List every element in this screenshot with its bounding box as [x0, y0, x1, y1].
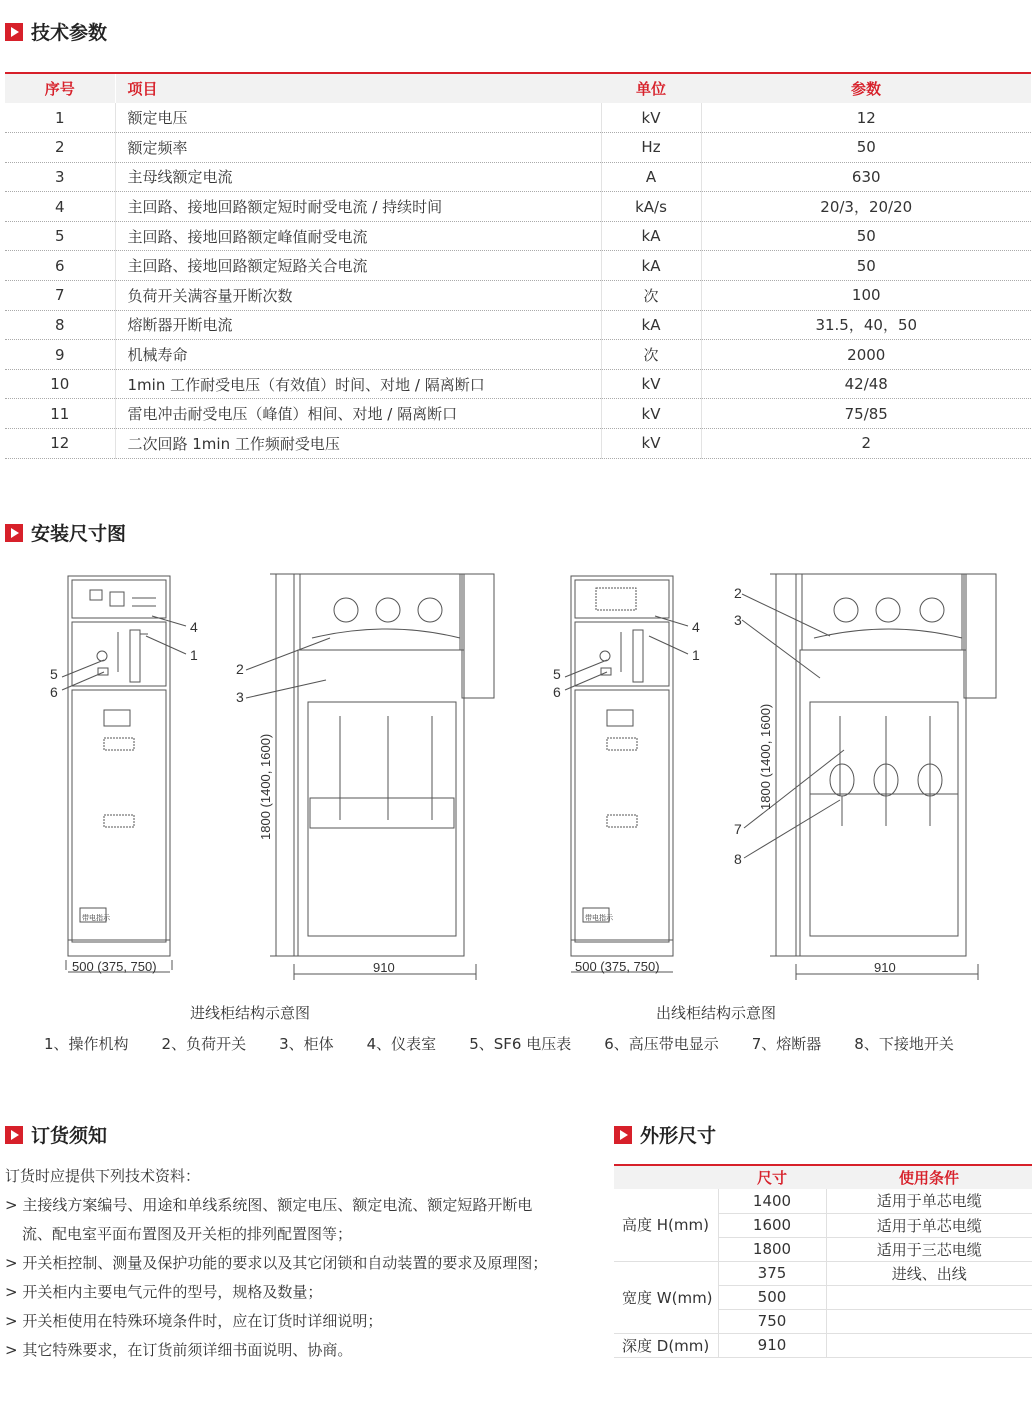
- cell-item: 负荷开关满容量开断次数: [115, 281, 601, 311]
- callout-4-left: 4: [190, 619, 198, 635]
- caption-incoming: 进线柜结构示意图: [190, 1004, 311, 1022]
- side-view-incoming: [270, 574, 494, 980]
- cell-unit: Hz: [601, 133, 701, 163]
- cell-unit: kV: [601, 103, 701, 133]
- cell-value: 100: [701, 281, 1031, 311]
- panel-tag-right: 带电指示: [585, 915, 613, 922]
- cell-value: 12: [701, 103, 1031, 133]
- panel-tag-left: 带电指示: [82, 915, 110, 922]
- cell-item: 主回路、接地回路额定峰值耐受电流: [115, 221, 601, 251]
- order-item: > 开关柜控制、测量及保护功能的要求以及其它闭锁和自动装置的要求及原理图；: [5, 1254, 548, 1272]
- cell-unit: kV: [601, 369, 701, 399]
- cell-condition: 适用于三芯电缆: [826, 1237, 1032, 1261]
- arrow-marker-icon: [614, 1126, 632, 1144]
- callout-2-right: 2: [734, 585, 742, 601]
- header-condition: 使用条件: [898, 1169, 959, 1187]
- cell-item: 额定电压: [115, 103, 601, 133]
- dim-height-right: 1800 (1400, 1600): [758, 703, 773, 810]
- header-blank: [614, 1165, 718, 1189]
- caption-outgoing: 出线柜结构示意图: [656, 1004, 777, 1022]
- cell-size: 375: [718, 1261, 826, 1285]
- legend-item: 6、高压带电显示: [604, 1035, 719, 1053]
- cell-condition: 进线、出线: [826, 1261, 1032, 1285]
- dimension-label: 高度 H(mm): [614, 1189, 718, 1261]
- section-title-tech: [5, 18, 107, 45]
- cell-index: 7: [5, 281, 115, 311]
- cell-index: 2: [5, 133, 115, 163]
- callout-3-right: 3: [734, 612, 742, 628]
- legend-item: 8、下接地开关: [854, 1035, 954, 1053]
- cell-index: 4: [5, 192, 115, 222]
- table-row: [5, 103, 1031, 133]
- cell-condition: [826, 1333, 1032, 1357]
- cell-unit: kV: [601, 429, 701, 459]
- front-view-outgoing: [571, 576, 673, 972]
- dim-width-right: 500 (375, 750): [575, 959, 660, 974]
- tech-parameters-table: [5, 72, 1031, 459]
- arrow-marker-icon: [5, 23, 23, 41]
- cell-index: 5: [5, 221, 115, 251]
- cell-item: 主母线额定电流: [115, 162, 601, 192]
- table-row: [5, 310, 1031, 340]
- cell-item: 主回路、接地回路额定短时耐受电流 / 持续时间: [115, 192, 601, 222]
- cell-index: 12: [5, 429, 115, 459]
- dims-table-body: [614, 1189, 1032, 1357]
- cell-size: 500: [718, 1285, 826, 1309]
- table-row: [5, 192, 1031, 222]
- section-title-text: 技术参数: [31, 22, 108, 44]
- callout-1-left: 1: [190, 647, 198, 663]
- component-legend: [44, 1033, 987, 1054]
- cell-item: 1min 工作耐受电压（有效值）时间、对地 / 隔离断口: [115, 369, 601, 399]
- table-row: [614, 1333, 1032, 1357]
- callout-2-left: 2: [236, 661, 244, 677]
- cell-item: 机械寿命: [115, 340, 601, 370]
- table-row: [5, 133, 1031, 163]
- legend-item: 3、柜体: [279, 1035, 334, 1053]
- cell-unit: kA: [601, 251, 701, 281]
- order-notes: [5, 1162, 605, 1365]
- cell-unit: kV: [601, 399, 701, 429]
- cell-value: 630: [701, 162, 1031, 192]
- header-size: 尺寸: [756, 1169, 787, 1187]
- cell-unit: 次: [601, 281, 701, 311]
- legend-item: 1、操作机构: [44, 1035, 129, 1053]
- table-row: [5, 221, 1031, 251]
- legend-item: 7、熔断器: [751, 1035, 822, 1053]
- installation-drawings: [0, 560, 1036, 980]
- section-title-order: [5, 1121, 107, 1148]
- cell-value: 50: [701, 251, 1031, 281]
- callout-7-right: 7: [734, 821, 742, 837]
- callout-leaders: [62, 594, 844, 858]
- order-item-continued: 流、配电室平面布置图及开关柜的排列配置图等；: [22, 1225, 353, 1243]
- order-item: > 其它特殊要求，在订货前须详细书面说明、协商。: [5, 1341, 353, 1359]
- front-view-incoming: [66, 576, 172, 970]
- cell-item: 雷电冲击耐受电压（峰值）相间、对地 / 隔离断口: [115, 399, 601, 429]
- cell-condition: 适用于单芯电缆: [826, 1213, 1032, 1237]
- callout-4-right: 4: [692, 619, 700, 635]
- cell-index: 10: [5, 369, 115, 399]
- cell-value: 31.5，40，50: [701, 310, 1031, 340]
- cell-value: 2000: [701, 340, 1031, 370]
- cell-condition: [826, 1309, 1032, 1333]
- order-item: > 主接线方案编号、用途和单线系统图、额定电压、额定电流、额定短路开断电: [5, 1196, 533, 1214]
- dim-width-left: 500 (375, 750): [72, 959, 157, 974]
- cell-item: 二次回路 1min 工作频耐受电压: [115, 429, 601, 459]
- cell-condition: 适用于单芯电缆: [826, 1189, 1032, 1213]
- cell-index: 9: [5, 340, 115, 370]
- dimension-labels: [72, 704, 896, 975]
- table-row: [5, 399, 1031, 429]
- tech-table-body: [5, 103, 1031, 458]
- dim-height-left: 1800 (1400, 1600): [258, 733, 273, 840]
- cell-value: 50: [701, 221, 1031, 251]
- cell-size: 910: [718, 1333, 826, 1357]
- cell-index: 8: [5, 310, 115, 340]
- table-header-row: [614, 1165, 1032, 1189]
- table-row: [5, 340, 1031, 370]
- table-row: [5, 281, 1031, 311]
- cell-item: 主回路、接地回路额定短路关合电流: [115, 251, 601, 281]
- header-value: 参数: [850, 80, 881, 98]
- section-title-text: 订货须知: [31, 1125, 108, 1147]
- cell-index: 3: [5, 162, 115, 192]
- table-row: [614, 1261, 1032, 1285]
- section-title-install: [5, 519, 126, 546]
- cell-size: 1800: [718, 1237, 826, 1261]
- callout-5-right: 5: [553, 666, 561, 682]
- table-row: [614, 1189, 1032, 1213]
- callout-1-right: 1: [692, 647, 700, 663]
- cell-size: 1600: [718, 1213, 826, 1237]
- header-item: 项目: [127, 80, 158, 98]
- arrow-marker-icon: [5, 524, 23, 542]
- cell-value: 42/48: [701, 369, 1031, 399]
- outline-dimensions-table: [614, 1164, 1032, 1358]
- table-row: [5, 429, 1031, 459]
- cell-index: 6: [5, 251, 115, 281]
- table-row: [5, 162, 1031, 192]
- callout-6-right: 6: [553, 684, 561, 700]
- dimension-label: 宽度 W(mm): [614, 1261, 718, 1333]
- cell-unit: kA: [601, 221, 701, 251]
- cell-unit: kA: [601, 310, 701, 340]
- cell-size: 1400: [718, 1189, 826, 1213]
- cell-value: 20/3，20/20: [701, 192, 1031, 222]
- cell-value: 2: [701, 429, 1031, 459]
- section-title-text: 外形尺寸: [640, 1125, 717, 1147]
- legend-item: 2、负荷开关: [161, 1035, 247, 1053]
- callout-numbers: [50, 585, 742, 867]
- table-header-row: [5, 73, 1031, 103]
- order-item: > 开关柜内主要电气元件的型号，规格及数量；: [5, 1283, 323, 1301]
- legend-item: 4、仪表室: [366, 1035, 437, 1053]
- callout-6-left: 6: [50, 684, 58, 700]
- cell-unit: A: [601, 162, 701, 192]
- dim-depth-left: 910: [373, 960, 395, 975]
- legend-item: 5、SF6 电压表: [469, 1035, 572, 1053]
- dim-depth-right: 910: [874, 960, 896, 975]
- cell-unit: 次: [601, 340, 701, 370]
- cell-item: 熔断器开断电流: [115, 310, 601, 340]
- section-title-text: 安装尺寸图: [31, 523, 127, 545]
- cell-unit: kA/s: [601, 192, 701, 222]
- cell-index: 1: [5, 103, 115, 133]
- header-index: 序号: [5, 73, 115, 103]
- dimension-label: 深度 D(mm): [614, 1333, 718, 1357]
- table-row: [5, 251, 1031, 281]
- cell-value: 75/85: [701, 399, 1031, 429]
- section-title-outline: [614, 1121, 716, 1148]
- arrow-marker-icon: [5, 1126, 23, 1144]
- callout-3-left: 3: [236, 689, 244, 705]
- side-view-outgoing: [770, 574, 996, 980]
- cell-value: 50: [701, 133, 1031, 163]
- order-intro: 订货时应提供下列技术资料：: [5, 1167, 201, 1185]
- cell-size: 750: [718, 1309, 826, 1333]
- cell-index: 11: [5, 399, 115, 429]
- header-unit: 单位: [635, 80, 666, 98]
- table-row: [5, 369, 1031, 399]
- callout-5-left: 5: [50, 666, 58, 682]
- cell-condition: [826, 1285, 1032, 1309]
- cell-item: 额定频率: [115, 133, 601, 163]
- order-item: > 开关柜使用在特殊环境条件时，应在订货时详细说明；: [5, 1312, 383, 1330]
- callout-8-right: 8: [734, 851, 742, 867]
